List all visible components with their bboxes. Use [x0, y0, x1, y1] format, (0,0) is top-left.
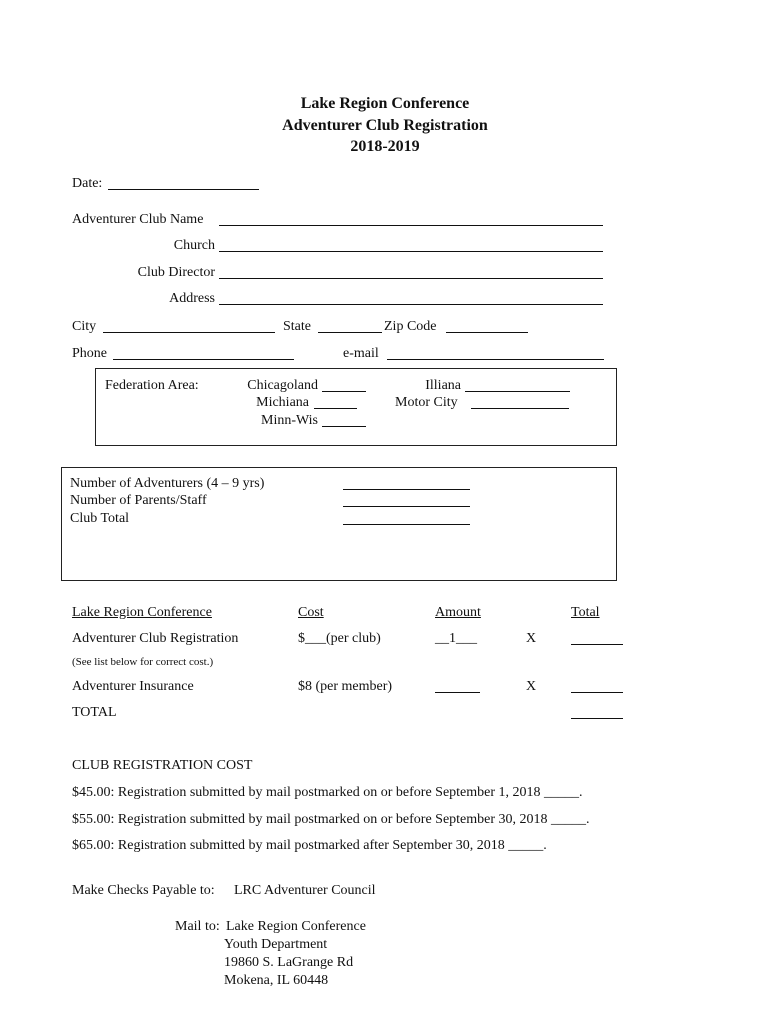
michiana-field[interactable] [314, 408, 357, 409]
checks-payee: LRC Adventurer Council [234, 883, 376, 898]
phone-field[interactable] [113, 359, 294, 360]
registration-times: X [526, 631, 537, 646]
chicagoland-field[interactable] [322, 391, 366, 392]
cost-line-45: $45.00: Registration submitted by mail postmarked on or before September 1, 2018 _____. [72, 785, 583, 800]
date-label: Date: [72, 176, 103, 191]
club-total-field[interactable] [343, 524, 470, 525]
grand-total-field[interactable] [571, 718, 623, 719]
state-field[interactable] [318, 332, 382, 333]
minn-wis-field[interactable] [322, 426, 366, 427]
parents-count-field[interactable] [343, 506, 470, 507]
club-name-field[interactable] [219, 225, 603, 226]
registration-note: (See list below for correct cost.) [72, 656, 214, 668]
mail-address-line-1: Lake Region Conference [226, 919, 366, 934]
mail-address-line-3: 19860 S. LaGrange Rd [224, 955, 354, 970]
club-total-label: Club Total [70, 511, 130, 526]
mail-address-line-2: Youth Department [224, 937, 328, 952]
email-field[interactable] [387, 359, 604, 360]
cost-line-65: $65.00: Registration submitted by mail postmarked after September 30, 2018 _____. [72, 838, 547, 853]
title-year: 2018-2019 [350, 138, 420, 155]
mail-to-label: Mail to: [175, 919, 220, 934]
cost-heading: CLUB REGISTRATION COST [72, 758, 253, 773]
parents-count-label: Number of Parents/Staff [70, 493, 207, 508]
fees-header-conference: Lake Region Conference [72, 605, 212, 620]
adventurers-count-field[interactable] [343, 489, 470, 490]
zip-label: Zip Code [384, 319, 437, 334]
phone-label: Phone [72, 346, 107, 361]
zip-field[interactable] [446, 332, 528, 333]
insurance-label: Adventurer Insurance [72, 679, 194, 694]
federation-option-motor-city: Motor City [395, 395, 458, 410]
address-field[interactable] [219, 304, 603, 305]
grand-total-label: TOTAL [72, 705, 117, 720]
checks-payable-label: Make Checks Payable to: [72, 883, 215, 898]
state-label: State [283, 319, 311, 334]
city-label: City [72, 319, 97, 334]
insurance-amount-field[interactable] [435, 692, 480, 693]
club-director-label: Club Director [137, 265, 215, 280]
title-conference: Lake Region Conference [300, 95, 470, 112]
date-field[interactable] [108, 189, 259, 190]
club-name-label: Adventurer Club Name [72, 212, 204, 227]
federation-label: Federation Area: [105, 378, 199, 393]
cost-line-55: $55.00: Registration submitted by mail postmarked on or before September 30, 2018 _____. [72, 812, 590, 827]
insurance-cost: $8 (per member) [298, 679, 393, 694]
mail-address-line-4: Mokena, IL 60448 [224, 973, 329, 988]
fees-header-total: Total [571, 605, 600, 620]
motor-city-field[interactable] [471, 408, 569, 409]
fees-header-cost: Cost [298, 605, 324, 620]
illiana-field[interactable] [465, 391, 570, 392]
federation-option-michiana: Michiana [256, 395, 309, 410]
registration-total-field[interactable] [571, 644, 623, 645]
city-field[interactable] [103, 332, 275, 333]
title-registration: Adventurer Club Registration [282, 117, 488, 134]
federation-option-minn-wis: Minn-Wis [261, 413, 318, 428]
address-label: Address [169, 291, 215, 306]
registration-cost[interactable]: $___(per club) [298, 631, 381, 646]
insurance-total-field[interactable] [571, 692, 623, 693]
insurance-times: X [526, 679, 537, 694]
church-field[interactable] [219, 251, 603, 252]
church-label: Church [173, 238, 215, 253]
federation-option-illiana: Illiana [425, 378, 461, 393]
club-director-field[interactable] [219, 278, 603, 279]
fees-header-amount: Amount [435, 605, 481, 620]
registration-label: Adventurer Club Registration [72, 631, 239, 646]
registration-amount: __1___ [435, 631, 477, 646]
email-label: e-mail [343, 346, 379, 361]
federation-option-chicagoland: Chicagoland [247, 378, 318, 393]
adventurers-count-label: Number of Adventurers (4 – 9 yrs) [70, 476, 265, 491]
